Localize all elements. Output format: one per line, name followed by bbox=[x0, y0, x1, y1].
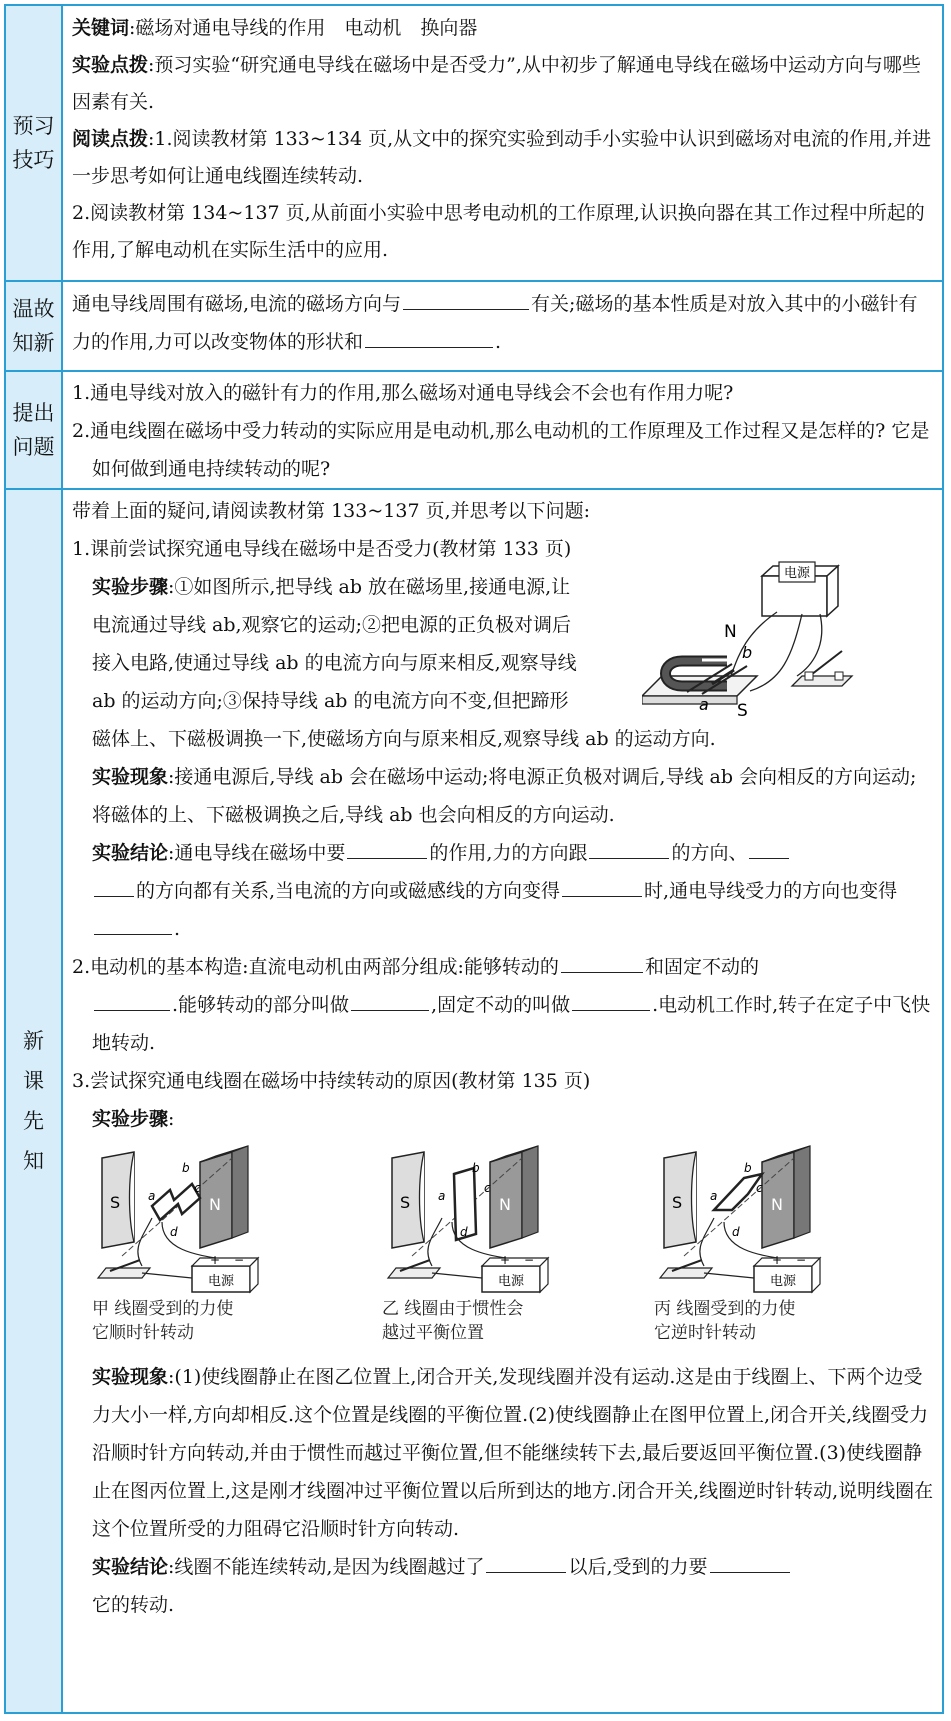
power-source-icon bbox=[754, 1253, 820, 1292]
magnet-n-pole-icon bbox=[200, 1146, 248, 1248]
svg-text:+: + bbox=[210, 1253, 221, 1267]
svg-text:N: N bbox=[499, 1195, 511, 1214]
power-source-icon bbox=[192, 1253, 258, 1292]
coil-figure-jia bbox=[82, 1138, 322, 1298]
review-content bbox=[63, 282, 942, 370]
svg-text:−: − bbox=[234, 1253, 245, 1267]
exp-tip-para: 实验点拨:预习实验“研究通电导线在磁场中是否受力”,从中初步了解通电导线在磁场中运动方向与哪些因素有关. bbox=[72, 54, 921, 113]
item2-para: 2.电动机的基本构造:直流电动机由两部分组成:能够转动的 和固定不动的 .能够转动的部分叫做 ,固定不动的叫做 .电动机工作时,转子在定子中飞快地转动. bbox=[72, 948, 934, 1062]
conclusion-blank-4[interactable] bbox=[562, 874, 642, 897]
read-tip-title: 阅读点拨 bbox=[72, 128, 149, 150]
svg-text:N: N bbox=[771, 1195, 783, 1214]
keywords-line: 关键词:磁场对通电导线的作用 电动机 换向器 bbox=[72, 17, 478, 39]
item2-blank-2[interactable] bbox=[94, 988, 170, 1011]
magnet-s-pole-icon bbox=[664, 1152, 696, 1248]
item2-blank-3[interactable] bbox=[351, 988, 429, 1011]
svg-text:电源: 电源 bbox=[207, 1274, 235, 1289]
section-newlesson bbox=[6, 490, 942, 1712]
review-para: 通电导线周围有磁场,电流的磁场方向与 有关;磁场的基本性质是对放入其中的小磁针有力的作用,力可以改变物体的形状和 . bbox=[72, 285, 934, 361]
svg-text:−: − bbox=[524, 1253, 535, 1267]
svg-text:a: a bbox=[699, 695, 709, 714]
section-label-newlesson: 新 课 先 知 bbox=[6, 490, 63, 1712]
switch-icon bbox=[660, 1260, 712, 1278]
power-source-icon bbox=[762, 562, 838, 616]
item1-title: 1.课前尝试探究通电导线在磁场中是否受力(教材第 133 页) bbox=[72, 538, 572, 560]
figure-caption: 它逆时针转动 bbox=[654, 1323, 756, 1343]
conclusion2-blank-1[interactable] bbox=[486, 1550, 566, 1573]
read-tip-para-1: 阅读点拨:1.阅读教材第 133~134 页,从文中的探究实验到动手小实验中认识到磁场对电流的作用,并进一步思考如何让通电线圈连续转动. bbox=[72, 128, 932, 187]
question-2: 2.通电线圈在磁场中受力转动的实际应用是电动机,那么电动机的工作原理及工作过程又是怎样的? 它是如何做到通电持续转动的呢? bbox=[72, 420, 930, 480]
svg-text:d: d bbox=[460, 1225, 468, 1239]
phenomenon2-para: 实验现象:(1)使线圈静止在图乙位置上,闭合开关,发现线圈并没有运动.这是由于线圈上、下两个边受力大小一样,方向却相反.这个位置是线圈的平衡位置.(2)使线圈静止在图甲位置上,闭合开关,线圈受力沿顺时针方向转动,并由于惯性而越过平衡位置,但不能继续转下去,最后要返回平衡位置.(3)使线圈静止在图丙位置上,这是刚才线圈冲过平衡位置以后所到达的地方.闭合开关,线圈逆时针转动,说明线圈在这个位置所受的力阻碍它沿顺时针方向转动. bbox=[92, 1366, 934, 1540]
conclusion-blank-2[interactable] bbox=[589, 836, 669, 859]
read-tip-para-2: 2.阅读教材第 134~137 页,从前面小实验中思考电动机的工作原理,认识换向器在其工作过程中所起的作用,了解电动机在实际生活中的应用. bbox=[72, 202, 925, 261]
svg-text:c: c bbox=[194, 1181, 201, 1195]
conclusion-para: 实验结论:通电导线在磁场中要 的作用,力的方向跟 的方向、 的方向都有关系,当电流的方向或磁感线的方向变得 时,通电导线受力的方向也变得. bbox=[72, 834, 934, 948]
magnet-s-pole-icon bbox=[102, 1152, 134, 1248]
power-source-icon bbox=[482, 1253, 548, 1292]
magnet-wire-figure bbox=[642, 546, 857, 721]
conclusion2-title: 实验结论 bbox=[92, 1556, 169, 1578]
svg-text:a: a bbox=[148, 1189, 156, 1203]
svg-text:d: d bbox=[170, 1225, 178, 1239]
svg-text:a: a bbox=[710, 1189, 718, 1203]
preview-content bbox=[63, 6, 942, 280]
magnet-s-pole-icon bbox=[392, 1152, 424, 1248]
svg-text:c: c bbox=[484, 1181, 491, 1195]
coil-icon bbox=[714, 1174, 762, 1210]
svg-text:+: + bbox=[772, 1253, 783, 1267]
worksheet-table bbox=[4, 4, 944, 1714]
svg-text:N: N bbox=[724, 622, 737, 642]
svg-text:b: b bbox=[744, 1161, 752, 1175]
newlesson-content: 带着上面的疑问,请阅读教材第 133~137 页,并思考以下问题: 1.课前尝试探究通电导线在磁场中是否受力(教材第 133 页) 实验步骤:①如图所示,把导线 ab 放在磁场里,接通电源,让 电流通过导线 ab,观察它的运动;②把电源的正负极对调后 接入电路,使通过导线 ab 的电流方向与原来相反,观察导线 ab 的运动方向;③保持导线 ab 的电流方向不变,但把蹄形 电源 N S a b 磁体上、下磁极调换一下,使磁场方向与原来相反,观察导线 ab 的运动方向. 实验现象:接通电源后,导线 ab 会在磁场中运动;将电源正负极对调后,导线 ab 会向相反的方向运动;将磁体的上、下磁极调换之后,导线 ab 也会向相反的方向运动. 实验结论:通电导线在磁场中要 的作用,力的方向跟 的方向、 的方向都有关系,当电流的方向或磁感线的方向变得 时,通电导线受力的方向也变得. 2.电动机的基本构造:直流电动机由两部分组成:能够转动的 和固定不动的 .能够转动的部分叫做 ,固定不动的叫做 .电动机工作时,转子在定子中飞快地转动. 3.尝试探究通电线圈在磁场中持续转动的原因(教材第 135 页) 实验步骤: S N a b c d 电源 + − 甲 线圈受到的力使 它顺时针转动 S N a b c d 电源 + − 乙 线圈由于惯性会 越过平衡位置 S N a b c d 电源 + − 丙 线圈受到的力使 它逆时针转动 实验现象:(1)使线圈静止在图乙位置上,闭合开关,发现线圈并没有运动.这是由于线圈上、下两个边受力大小一样,方向却相反.这个位置是线圈的平衡位置.(2)使线圈静止在图甲位置上,闭合开关,线圈受力沿顺时针方向转动,并由于惯性而越过平衡位置,但不能继续转下去,最后要返回平衡位置.(3)使线圈静止在图丙位置上,这是刚才线圈冲过平衡位置以后所到达的地方.闭合开关,线圈逆时针转动,说明线圈在这个位置所受的力阻碍它沿顺时针方向转动. 实验结论:线圈不能连续转动,是因为线圈越过了 以后,受到的力要 它的转动. bbox=[63, 490, 942, 1712]
svg-text:b: b bbox=[182, 1161, 190, 1175]
phenomenon2-title: 实验现象 bbox=[92, 1366, 169, 1388]
conclusion2-blank-2[interactable] bbox=[710, 1550, 790, 1573]
svg-text:电源: 电源 bbox=[783, 566, 811, 581]
switch-icon bbox=[388, 1260, 440, 1278]
item2-blank-4[interactable] bbox=[572, 988, 650, 1011]
conclusion2-para: 实验结论:线圈不能连续转动,是因为线圈越过了 以后,受到的力要 它的转动. bbox=[72, 1548, 934, 1624]
coil-figure-yi bbox=[372, 1138, 612, 1298]
figure-caption: 它顺时针转动 bbox=[92, 1323, 194, 1343]
svg-text:S: S bbox=[400, 1193, 411, 1212]
section-preview bbox=[6, 6, 942, 282]
figure-caption: 乙 线圈由于惯性会 bbox=[382, 1299, 524, 1319]
magnet-n-pole-icon bbox=[762, 1146, 810, 1248]
svg-text:d: d bbox=[732, 1225, 740, 1239]
conclusion-blank-5[interactable] bbox=[94, 912, 172, 935]
coil-figure-bing bbox=[644, 1138, 884, 1298]
magnet-n-pole-icon bbox=[490, 1146, 538, 1248]
conclusion-blank-1[interactable] bbox=[347, 836, 427, 859]
phenomenon-para: 实验现象:接通电源后,导线 ab 会在磁场中运动;将电源正负极对调后,导线 ab 会向相反的方向运动;将磁体的上、下磁极调换之后,导线 ab 也会向相反的方向运动. bbox=[92, 766, 917, 826]
svg-text:+: + bbox=[500, 1253, 511, 1267]
steps2-title: 实验步骤 bbox=[92, 1108, 169, 1130]
item1-steps-block: 实验步骤:①如图所示,把导线 ab 放在磁场里,接通电源,让 电流通过导线 ab,观察它的运动;②把电源的正负极对调后 接入电路,使通过导线 ab 的电流方向与原来相反,观察导线 ab 的运动方向;③保持导线 ab 的电流方向不变,但把蹄形 电源 N S a b bbox=[72, 568, 934, 758]
conclusion-title: 实验结论 bbox=[92, 842, 169, 864]
svg-text:b: b bbox=[472, 1161, 480, 1175]
steps2-line: 实验步骤: bbox=[92, 1108, 175, 1130]
switch-icon bbox=[98, 1260, 150, 1278]
review-blank-2[interactable] bbox=[365, 325, 493, 348]
coil-icon bbox=[152, 1184, 200, 1220]
conclusion-blank-3b[interactable] bbox=[94, 874, 134, 897]
conclusion-blank-3a[interactable] bbox=[749, 836, 789, 859]
svg-text:电源: 电源 bbox=[769, 1274, 797, 1289]
exp-tip-title: 实验点拨 bbox=[72, 54, 149, 76]
item2-blank-1[interactable] bbox=[561, 950, 643, 973]
svg-text:−: − bbox=[796, 1253, 807, 1267]
item3-title: 3.尝试探究通电线圈在磁场中持续转动的原因(教材第 135 页) bbox=[72, 1070, 591, 1092]
steps-title: 实验步骤 bbox=[92, 576, 169, 598]
svg-text:S: S bbox=[672, 1193, 683, 1212]
figure-caption: 越过平衡位置 bbox=[382, 1323, 484, 1343]
review-blank-1[interactable] bbox=[403, 287, 529, 310]
section-label-preview: 预习 技巧 bbox=[6, 6, 63, 280]
figure-caption: 甲 线圈受到的力使 bbox=[92, 1299, 234, 1319]
switch-icon bbox=[792, 651, 852, 686]
svg-text:S: S bbox=[110, 1193, 121, 1212]
svg-text:S: S bbox=[737, 701, 748, 721]
svg-text:N: N bbox=[209, 1195, 221, 1214]
section-question bbox=[6, 372, 942, 490]
question-content bbox=[63, 372, 942, 488]
intro-line: 带着上面的疑问,请阅读教材第 133~137 页,并思考以下问题: bbox=[72, 500, 591, 522]
phenomenon-title: 实验现象 bbox=[92, 766, 169, 788]
section-review bbox=[6, 282, 942, 372]
svg-text:电源: 电源 bbox=[497, 1274, 525, 1289]
svg-text:c: c bbox=[756, 1181, 763, 1195]
section-label-question: 提出 问题 bbox=[6, 372, 63, 488]
svg-text:a: a bbox=[438, 1189, 446, 1203]
coil-figures bbox=[72, 1138, 934, 1358]
svg-text:b: b bbox=[742, 643, 753, 662]
question-1: 1.通电导线对放入的磁针有力的作用,那么磁场对通电导线会不会也有作用力呢? bbox=[72, 382, 734, 404]
keywords-title: 关键词 bbox=[72, 17, 130, 39]
section-label-review: 温故 知新 bbox=[6, 282, 63, 370]
figure-caption: 丙 线圈受到的力使 bbox=[654, 1299, 796, 1319]
